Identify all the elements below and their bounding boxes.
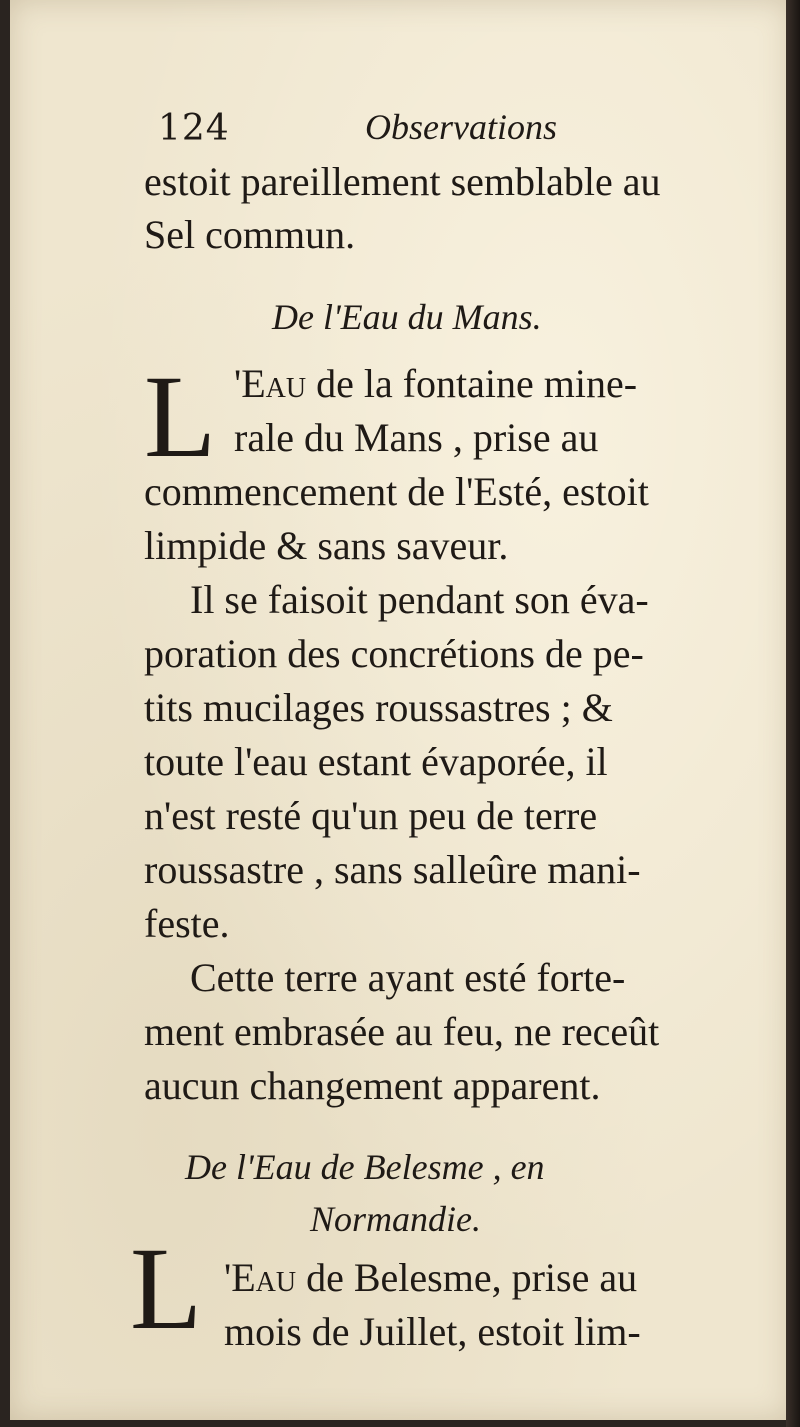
section1-line-3: commencement de l'Esté, estoit [144, 469, 649, 514]
paragraph2-line-3: tits mucilages roussastres ; & [144, 685, 613, 730]
drop-cap-1: L [144, 351, 217, 482]
section1-line-1 [234, 361, 638, 406]
section2-line-2: mois de Juillet, estoit lim- [224, 1309, 641, 1354]
lead-word-caps-2: 'Eau [224, 1255, 297, 1300]
book-edge-shadow [786, 0, 800, 1427]
section2-line-1-rest: de Belesme, prise au [296, 1255, 638, 1300]
section1-line-1-rest: de la fontaine mine- [306, 361, 638, 406]
paragraph3-line-3: aucun changement apparent. [144, 1063, 601, 1108]
section-heading-belesme-line-1: De l'Eau de Belesme , en [185, 1147, 545, 1187]
section1-line-4: limpide & sans saveur. [144, 523, 509, 568]
book-page [10, 0, 790, 1420]
lead-word-caps-1: 'Eau [234, 361, 307, 406]
page-number: 124 [158, 108, 230, 149]
section1-line-2: rale du Mans , prise au [234, 415, 599, 460]
drop-cap-2: L [130, 1223, 203, 1354]
section-heading-belesme-line-2: Normandie. [310, 1199, 481, 1239]
running-title: Observations [365, 107, 557, 147]
page-header [150, 100, 770, 160]
continuation-line-2: Sel commun. [144, 212, 356, 257]
paragraph3-line-1: Cette terre ayant esté forte- [190, 955, 626, 1000]
section-heading-mans: De l'Eau du Mans. [272, 297, 542, 337]
paragraph2-line-5: n'est resté qu'un peu de terre [144, 793, 598, 838]
paragraph3-line-2: ment embrasée au feu, ne receût [144, 1009, 660, 1054]
paragraph2-line-4: toute l'eau estant évaporée, il [144, 739, 608, 784]
paragraph2-line-6: roussastre , sans salleûre mani- [144, 847, 641, 892]
paragraph2-line-2: poration des concrétions de pe- [144, 631, 644, 676]
section2-line-1 [224, 1255, 638, 1300]
paragraph2-line-1: Il se faisoit pendant son éva- [190, 577, 649, 622]
paragraph2-line-7: feste. [144, 901, 230, 946]
continuation-line-1: estoit pareillement semblable au [144, 159, 661, 204]
